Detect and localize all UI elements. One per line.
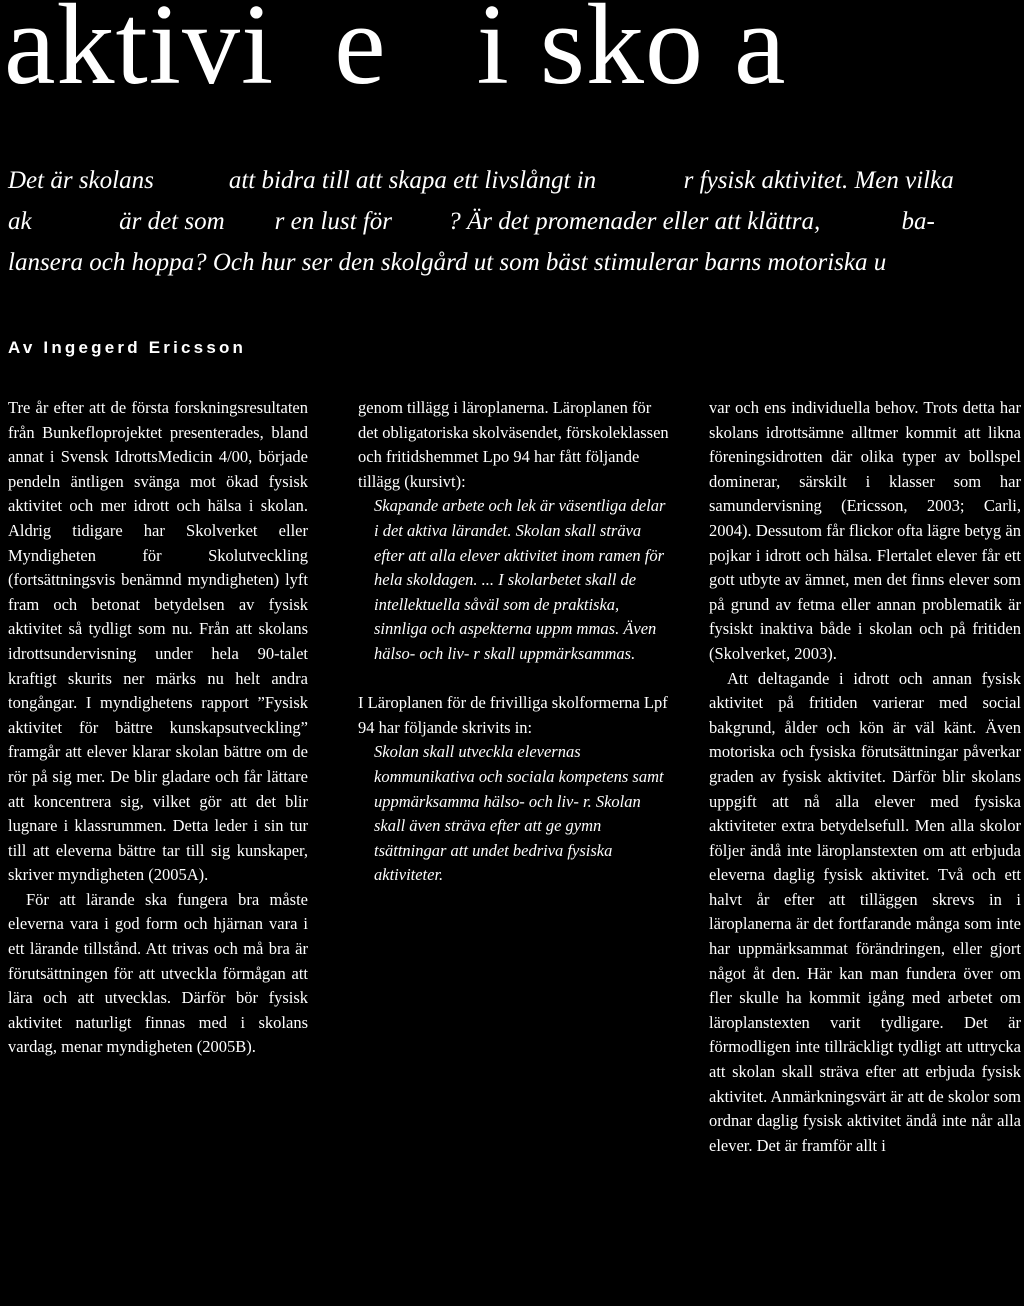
article-lead [8,160,1014,283]
curriculum-quote: Skapande arbete och lek är väsentliga delar i det aktiva lärandet. Skolan skall sträva efter att alla elever aktivitet inom ramen för hela skoldagen. ... I skolarbetet skall de intellektuella såväl som de praktiska, sinnliga och aspekterna uppm mmas. Även hälso- och liv- r skall uppmärksammas. [374,496,666,663]
lead-line: Det är skolans att bidra till att skapa ett livslångt in r fysisk aktivitet. Men vilka [8,167,954,194]
byline: Av Ingegerd Ericsson [8,338,247,357]
body-paragraph: genom tillägg i läroplanerna. Läroplanen för det obligatoriska skolväsendet, förskoleklassen och fritidshemmet Lpo 94 har fått följande tillägg (kursivt): [358,398,669,491]
body-paragraph: För att lärande ska fungera bra måste eleverna vara i god form och hjärnan vara i ett lärande tillstånd. Att trivas och må bra är förutsättningen för att utveckla förmågan att lära och att utvecklas. Därför bör fysisk aktivitet naturligt finnas med i skolans vardag, menar myndigheten (2005B). [8,889,308,1057]
text-column-1 [8,396,308,1060]
body-paragraph: Att deltagande i idrott och annan fysisk aktivitet på fritiden varierar med social bakgrund, ålder och kön är väl känt. Även motoriska och fysiska förutsättningar påverkar graden av fysisk aktivitet. Därför blir skolans uppgift att nå alla elever med fysiska aktiviteter extra betydelsefull. Men alla skolor följer ändå inte läroplanstexten om att erbjuda eleverna daglig fysisk aktivitet. Två och ett halvt år efter att tilläggen skrevs in i läroplanerna är det fortfarande många som inte har uppmärksammat förändringen, eller gjort något åt den. Här kan man fundera över om fler skulle ha kommit igång med arbetet om läroplanstexten varit tydligare. Det är förmodligen inte tillräckligt tydligt att uttrycka att skolan skall sträva efter att erbjuda fysisk aktivitet. Anmärkningsvärt är att de skolor som ordnar daglig fysisk aktivitet ändå inte når alla elever. Det är framför allt i [709,668,1021,1155]
body-paragraph: Tre år efter att de första forskningsresultaten från Bunkefloprojektet presenterades, bland annat i Svensk IdrottsMedicin 4/00, började pendeln äntligen svänga mot ökad fysisk aktivitet och mer idrott och hälsa i skolan. Aldrig tidigare har Skolverket eller Myndigheten för Skolutveckling (fortsättningsvis benämnd myndigheten) lyft fram och betonat betydelsen av fysisk aktivitet så tydligt som nu. Från att skolans idrottsundervisning under hela 90-talet kraftigt skurits ner märks nu helt andra tongångar. I myndighetens rapport ”Fysisk aktivitet för bättre kunskapsutveckling” framgår att elever klarar skolan bättre om de rör på sig mer. De blir gladare och får lättare att koncentrera sig, vilket gör att det blir lugnare i klassrummen. Detta leder i sin tur till att eleverna bättre tar till sig kunskaper, skriver myndigheten (2005A). [8,398,308,885]
text-column-2 [358,396,674,888]
curriculum-quote: Skolan skall utveckla elevernas kommunikativa och sociala kompetens samt uppmärksamma hälso- och liv- r. Skolan skall även sträva efter att ge gymn tsättningar att undet bedriva fysiska aktiviteter. [374,742,664,885]
lead-line: lansera och hoppa? Och hur ser den skolgård ut som bäst stimulerar barns motoriska u [8,249,887,276]
article-headline: aktivi e i sko a [4,0,787,109]
text-column-3 [709,396,1021,1158]
body-paragraph: var och ens individuella behov. Trots detta har skolans idrottsämne alltmer kommit att likna föreningsidrotten där olika typer av bollspel dominerar, särskilt i klasser som har samundervisning (Ericsson, 2003; Carli, 2004). Dessutom får flickor ofta lägre betyg än pojkar i idrott och hälsa. Flertalet elever får ett gott utbyte av ämnet, men det finns elever som på grund av fetma eller annan problematik är fysiskt inaktiva både i skolan och på fritiden (Skolverket, 2003). [709,398,1021,663]
body-paragraph: I Läroplanen för de frivilliga skolformerna Lpf 94 har följande skrivits in: [358,693,668,737]
lead-line: ak är det som r en lust för ? Är det promenader eller att klättra, ba- [8,208,935,235]
